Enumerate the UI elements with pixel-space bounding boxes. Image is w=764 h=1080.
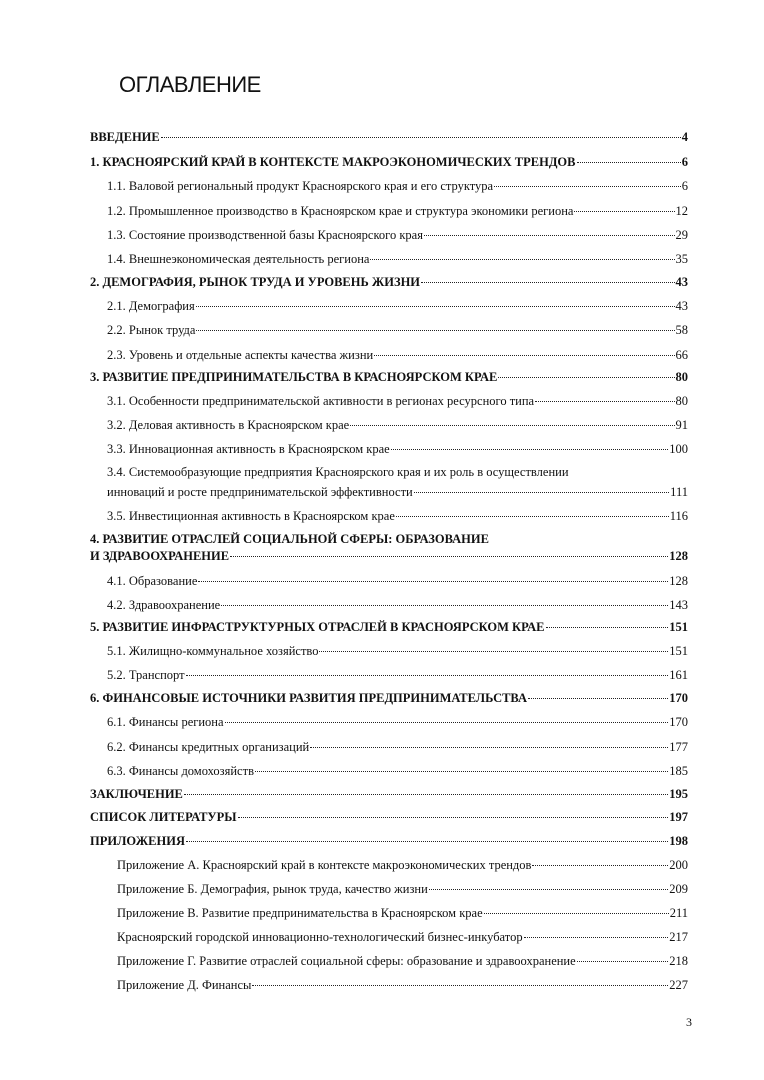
toc-entry-title: 6.3. Финансы домохозяйств (107, 764, 254, 778)
dot-leader (391, 448, 669, 450)
toc-entry-page: 128 (669, 574, 688, 588)
toc-entry-page: 66 (675, 348, 688, 362)
toc-chapter-2[interactable] (90, 275, 688, 290)
toc-section-2-1[interactable] (107, 299, 688, 314)
toc-entry-page: 211 (669, 906, 688, 920)
toc-entry-references[interactable] (90, 810, 688, 825)
toc-entry-title: 5. РАЗВИТИЕ ИНФРАСТРУКТУРНЫХ ОТРАСЛЕЙ В КРАСНОЯРСКОМ КРАЕ (90, 620, 545, 634)
toc-entry-title: 1.1. Валовой региональный продукт Красноярского края и его структура (107, 179, 494, 193)
dot-leader (310, 746, 668, 748)
toc-entry-page: 209 (669, 882, 688, 896)
toc-entry-title: ЗАКЛЮЧЕНИЕ (90, 787, 183, 801)
dot-leader (421, 281, 674, 283)
dot-leader (161, 136, 681, 138)
toc-section-2-2[interactable] (107, 323, 688, 338)
toc-entry-conclusion[interactable] (90, 787, 688, 802)
toc-chapter-4-line1: 4. РАЗВИТИЕ ОТРАСЛЕЙ СОЦИАЛЬНОЙ СФЕРЫ: ОБРАЗОВАНИЕ (90, 532, 489, 546)
toc-entry-title: 6. ФИНАНСОВЫЕ ИСТОЧНИКИ РАЗВИТИЯ ПРЕДПРИНИМАТЕЛЬСТВА (90, 691, 528, 705)
toc-entry-page: 198 (669, 834, 688, 848)
toc-section-1-2[interactable] (107, 204, 688, 219)
dot-leader (225, 721, 669, 723)
toc-entry-title: 5.2. Транспорт (107, 668, 185, 682)
toc-entry-introduction[interactable] (90, 130, 688, 145)
toc-appendix-a[interactable] (117, 858, 688, 873)
dot-leader (196, 329, 674, 331)
toc-section-2-3[interactable] (107, 348, 688, 363)
toc-section-4-2[interactable] (107, 598, 688, 613)
toc-entry-page: 161 (669, 668, 688, 682)
toc-entry-page: 29 (675, 228, 688, 242)
dot-leader (574, 210, 674, 212)
toc-section-3-2[interactable] (107, 418, 688, 433)
toc-entry-page: 111 (670, 485, 688, 499)
toc-entry-page: 100 (669, 442, 688, 456)
dot-leader (546, 626, 669, 628)
dot-leader (528, 697, 668, 699)
toc-entry-title: 2.1. Демография (107, 299, 195, 313)
toc-appendix-g[interactable] (117, 954, 688, 969)
toc-entry-title: 3.1. Особенности предпринимательской активности в регионах ресурсного типа (107, 394, 535, 408)
dot-leader (424, 234, 675, 236)
toc-section-5-2[interactable] (107, 668, 688, 683)
toc-chapter-4[interactable] (90, 549, 688, 564)
toc-section-3-4-line1: 3.4. Системообразующие предприятия Красноярского края и их роль в осуществлении (107, 465, 569, 479)
toc-entry-title: 3. РАЗВИТИЕ ПРЕДПРИНИМАТЕЛЬСТВА В КРАСНОЯРСКОМ КРАЕ (90, 370, 498, 384)
toc-entry-title: Приложение В. Развитие предпринимательства в Красноярском крае (117, 906, 483, 920)
toc-entry-title: 6.2. Финансы кредитных организаций (107, 740, 310, 754)
dot-leader (230, 555, 668, 557)
toc-entry-appendices[interactable] (90, 834, 688, 849)
toc-entry-title: Приложение А. Красноярский край в контексте макроэкономических трендов (117, 858, 532, 872)
toc-entry-page: 43 (675, 275, 688, 289)
toc-entry-page: 151 (669, 644, 688, 658)
dot-leader (196, 305, 675, 307)
toc-entry-title: 2.3. Уровень и отдельные аспекты качества жизни (107, 348, 374, 362)
page-number: 3 (686, 1015, 692, 1029)
toc-entry-title: Красноярский городской инновационно-технологический бизнес-инкубатор (117, 930, 523, 944)
toc-chapter-6[interactable] (90, 691, 688, 706)
toc-entry-page: 195 (669, 787, 688, 801)
toc-entry-title: СПИСОК ЛИТЕРАТУРЫ (90, 810, 237, 824)
toc-entry-page: 185 (669, 764, 688, 778)
toc-entry-page: 170 (669, 715, 688, 729)
toc-entry-page: 217 (669, 930, 688, 944)
toc-entry-page: 143 (669, 598, 688, 612)
toc-appendix-b[interactable] (117, 882, 688, 897)
dot-leader (498, 376, 674, 378)
toc-entry-page: 6 (681, 155, 688, 169)
toc-entry-page: 91 (675, 418, 688, 432)
toc-entry-title: ПРИЛОЖЕНИЯ (90, 834, 185, 848)
toc-appendix-v[interactable] (117, 906, 688, 921)
toc-chapter-1[interactable] (90, 155, 688, 170)
dot-leader (396, 515, 669, 517)
dot-leader (577, 960, 669, 962)
toc-entry-page: 6 (681, 179, 688, 193)
toc-entry-page: 177 (669, 740, 688, 754)
toc-section-4-1[interactable] (107, 574, 688, 589)
toc-section-6-1[interactable] (107, 715, 688, 730)
toc-entry-title: 1.4. Внешнеэкономическая деятельность региона (107, 252, 370, 266)
dot-leader (494, 185, 681, 187)
page-title: ОГЛАВЛЕНИЕ (119, 72, 261, 97)
toc-entry-title: Приложение Б. Демография, рынок труда, качество жизни (117, 882, 428, 896)
toc-entry-page: 227 (669, 978, 688, 992)
dot-leader (535, 400, 674, 402)
dot-leader (484, 912, 669, 914)
toc-entry-title: 3.5. Инвестиционная активность в Красноярском крае (107, 509, 395, 523)
toc-entry-title: 4.1. Образование (107, 574, 198, 588)
dot-leader (414, 491, 669, 493)
dot-leader (255, 770, 668, 772)
dot-leader (577, 161, 681, 163)
toc-entry-title: 5.1. Жилищно-коммунальное хозяйство (107, 644, 319, 658)
dot-leader (186, 840, 668, 842)
toc-appendix-d[interactable] (117, 978, 688, 993)
toc-entry-title: И ЗДРАВООХРАНЕНИЕ (90, 549, 230, 563)
dot-leader (184, 793, 668, 795)
toc-entry-page: 35 (675, 252, 688, 266)
toc-section-1-4[interactable] (107, 252, 688, 267)
toc-section-5-1[interactable] (107, 644, 688, 659)
toc-section-3-4[interactable] (107, 485, 688, 500)
toc-entry-title: 2.2. Рынок труда (107, 323, 196, 337)
dot-leader (429, 888, 668, 890)
dot-leader (221, 604, 668, 606)
toc-entry-title: 6.1. Финансы региона (107, 715, 224, 729)
toc-entry-title: 3.3. Инновационная активность в Красноярском крае (107, 442, 390, 456)
toc-entry-page: 80 (675, 370, 688, 384)
toc-entry-title: 2. ДЕМОГРАФИЯ, РЫНОК ТРУДА И УРОВЕНЬ ЖИЗНИ (90, 275, 421, 289)
toc-section-3-1[interactable] (107, 394, 688, 409)
dot-leader (252, 984, 668, 986)
dot-leader (374, 354, 674, 356)
toc-entry-title: 1.2. Промышленное производство в Красноярском крае и структура экономики региона (107, 204, 574, 218)
toc-entry-title: Приложение Г. Развитие отраслей социальной сферы: образование и здравоохранение (117, 954, 576, 968)
toc-entry-page: 58 (675, 323, 688, 337)
toc-entry-title: инноваций и росте предпринимательской эффективности (107, 485, 413, 499)
toc-section-3-3[interactable] (107, 442, 688, 457)
toc-entry-page: 200 (669, 858, 688, 872)
toc-appendix-incubator[interactable] (117, 930, 688, 945)
toc-section-1-3[interactable] (107, 228, 688, 243)
toc-entry-title: 1. КРАСНОЯРСКИЙ КРАЙ В КОНТЕКСТЕ МАКРОЭКОНОМИЧЕСКИХ ТРЕНДОВ (90, 155, 576, 169)
toc-entry-page: 197 (669, 810, 688, 824)
toc-entry-page: 80 (675, 394, 688, 408)
toc-section-6-2[interactable] (107, 740, 688, 755)
toc-entry-title: Приложение Д. Финансы (117, 978, 252, 992)
toc-entry-title: 4.2. Здравоохранение (107, 598, 221, 612)
toc-chapter-3[interactable] (90, 370, 688, 385)
dot-leader (370, 258, 674, 260)
toc-entry-page: 151 (669, 620, 688, 634)
toc-entry-page: 128 (669, 549, 688, 563)
toc-entry-page: 116 (669, 509, 688, 523)
dot-leader (198, 580, 668, 582)
toc-section-3-5[interactable] (107, 509, 688, 524)
toc-entry-title: 3.2. Деловая активность в Красноярском крае (107, 418, 350, 432)
dot-leader (532, 864, 668, 866)
toc-entry-page: 4 (681, 130, 688, 144)
toc-entry-page: 170 (669, 691, 688, 705)
dot-leader (186, 674, 669, 676)
dot-leader (238, 816, 669, 818)
toc-section-6-3[interactable] (107, 764, 688, 779)
toc-entry-title: 1.3. Состояние производственной базы Красноярского края (107, 228, 423, 242)
toc-entry-page: 12 (675, 204, 688, 218)
toc-entry-page: 218 (669, 954, 688, 968)
toc-chapter-5[interactable] (90, 620, 688, 635)
toc-entry-page: 43 (675, 299, 688, 313)
dot-leader (350, 424, 674, 426)
dot-leader (319, 650, 668, 652)
toc-section-1-1[interactable] (107, 179, 688, 194)
dot-leader (524, 936, 669, 938)
toc-entry-title: ВВЕДЕНИЕ (90, 130, 160, 144)
